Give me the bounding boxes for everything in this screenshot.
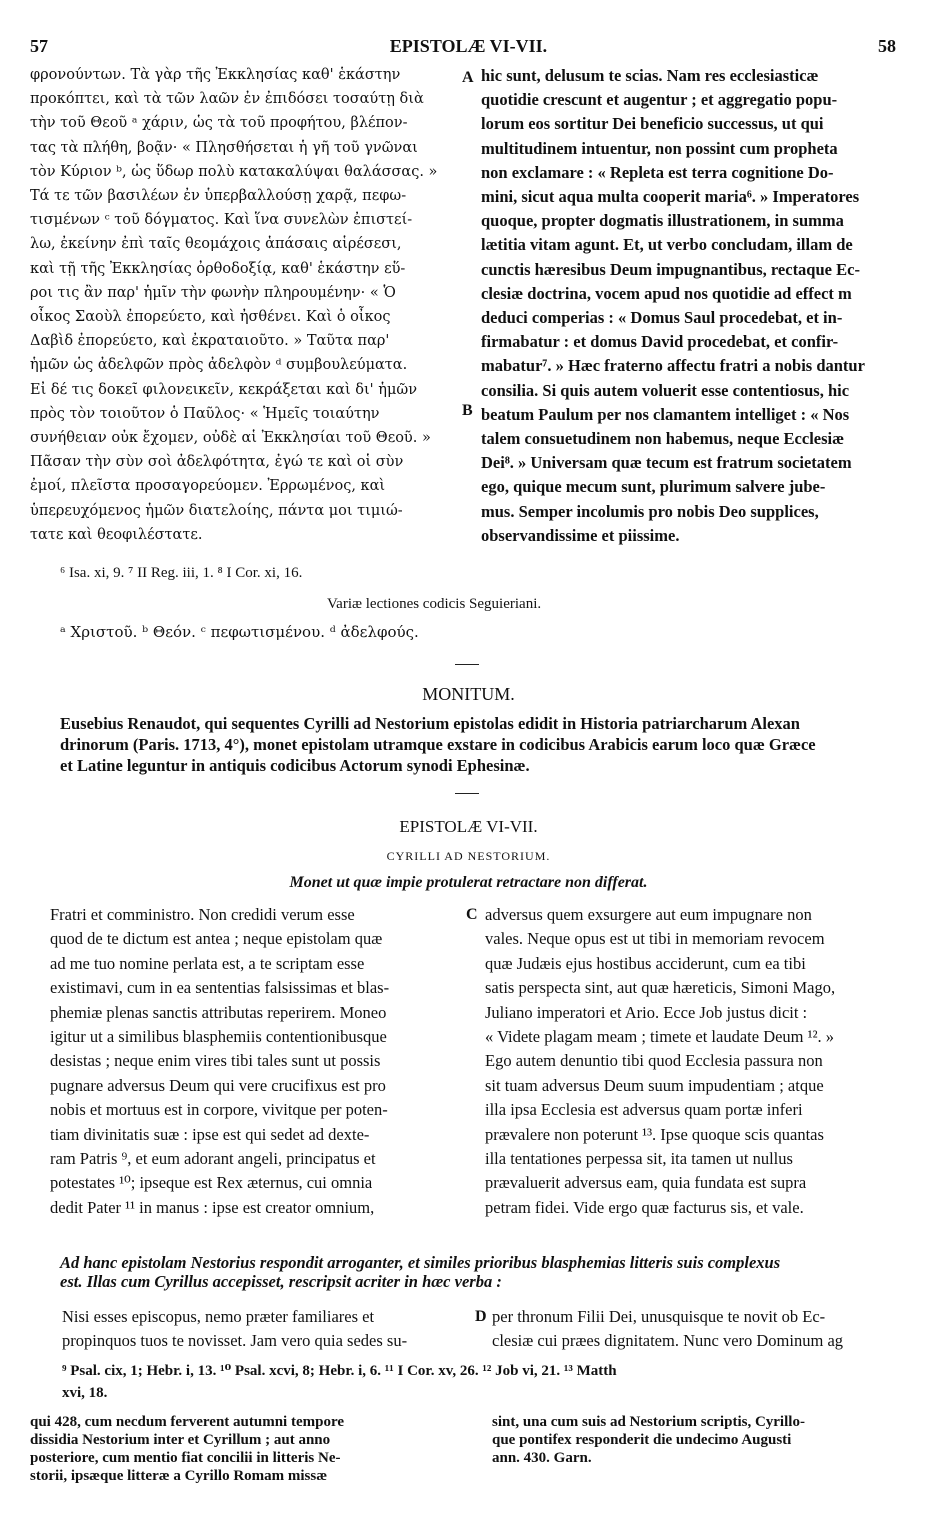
epistle-text-line: illa ipsa Ecclesia est adversus quam portæ inferi (485, 1100, 803, 1120)
intro-text-line: Ad hanc epistolam Nestorius respondit arroganter, et similes prioribus blasphemias litteris suis complexus (60, 1253, 781, 1272)
epistle-text-line: quæ Judæis ejus hostibus acciderunt, cum ea tibi (485, 953, 806, 973)
greek-text-line: τατε καὶ θεοφιλέστατε. (30, 526, 203, 543)
greek-text-line: τισμένων ᶜ τοῦ δόγματος. Καὶ ἵνα συνελὼν ἐπιστεί- (30, 212, 413, 229)
epistle-text-line: adversus quem exsurgere aut eum impugnare non (485, 905, 812, 924)
epistle-text-line: existimavi, cum in ea sententias falsissimas et blas- (50, 978, 390, 998)
latin-text-line: talem consuetudinem non habemus, neque Ecclesiæ (481, 429, 845, 448)
monitum-text-line: et Latine leguntur in antiquis codicibus Actorum synodi Ephesinæ. (60, 756, 530, 775)
margin-marker-b: B (462, 402, 473, 419)
epistle-text-line: nobis et mortuus est in corpore, vivitque per poten- (50, 1100, 388, 1120)
epistle-text-line: prævalere non poterunt ¹³. Ipse quoque scis quantas (485, 1124, 824, 1144)
latin-text-line: lorum eos sortitur Dei beneficio successus, ut qui (481, 114, 824, 134)
variants-line: ᵃ Χριστοῦ. ᵇ Θεόν. ᶜ πεφωτισμένου. ᵈ ἀδελφούς. (60, 623, 419, 641)
page-number-left: 57 (30, 36, 48, 56)
section-subtitle: CYRILLI AD NESTORIUM. (386, 849, 551, 863)
latin-text-line: observandissime et piissime. (481, 525, 680, 545)
note-text-line: sint, una cum suis ad Nestorium scriptis, Cyrillo- (492, 1414, 805, 1430)
epistle-text-line: Juliano imperatori et Ario. Ecce Job justus dicit : (485, 1002, 808, 1022)
latin-text-line: firmabatur : et domus David procedebat, et confir- (481, 332, 839, 352)
epistle-text-line: illa tentationes perpessa sit, ita tamen ut nullus (485, 1149, 793, 1168)
epistle-text-line: vales. Neque opus est ut tibi in memoriam revocem (485, 929, 825, 949)
latin-text-line: mabatur⁷. » Hæc fraterno affectu fratri a nobis dantur (481, 356, 865, 376)
greek-text-line: καὶ τῇ τῆς Ἐκκλησίας ὀρθοδοξίᾳ, καθ' ἑκάστην εὕ- (30, 260, 406, 277)
letter-text-line: per thronum Filii Dei, unusquisque te novit ob Ec- (492, 1307, 826, 1326)
epistle-text-line: prævaluerit adversus eam, quia fundata est supra (485, 1173, 807, 1193)
greek-text-line: ροι τις ἂν παρ' ἡμῖν τὴν φωνὴν πληρουμένην· « Ὁ (30, 284, 396, 301)
letter-text-line: Nisi esses episcopus, nemo præter familiares et (62, 1307, 375, 1326)
section-title: EPISTOLÆ VI-VII. (399, 817, 538, 836)
letter-text-line: clesiæ cui præes dignitatem. Nunc vero Dominum ag (492, 1331, 844, 1350)
note-text-line: qui 428, cum necdum ferverent autumni tempore (30, 1414, 345, 1430)
epistle-text-line: potestates ¹⁰; ipseque est Rex æternus, cui omnia (50, 1173, 373, 1193)
running-title: EPISTOLÆ VI-VII. (389, 36, 548, 56)
greek-text-line: ὑπερευχόμενος ἡμῶν διατελοίης, πάντα μοι τιμιώ- (30, 502, 403, 519)
monitum-text-line: Eusebius Renaudot, qui sequentes Cyrilli ad Nestorium epistolas edidit in Historia patriarcharum Alexan (60, 714, 800, 733)
latin-text-line: mini, sicut aqua multa cooperit maria⁶. » Imperatores (481, 187, 860, 206)
epistle-text-line: ad me tuo nomine perlata est, a te scriptam esse (50, 953, 365, 973)
greek-text-line: πρὸς τὸν τοιοῦτον ὁ Παῦλος· « Ἡμεῖς τοιαύτην (30, 405, 380, 422)
greek-text-line: ἡμῶν ὡς ἀδελφῶν πρὸς ἀδελφὸν ᵈ συμβουλεύματα. (30, 357, 408, 374)
greek-text-line: λω, ἐκείνην ἐπὶ ταῖς θεομάχοις ἁπάσαις αἱρέσεσι, (30, 236, 402, 253)
latin-text-line: quoque, propter dogmatis illustrationem, in summa (481, 211, 844, 231)
margin-marker-d: D (475, 1308, 487, 1325)
latin-text-line: lætitia vitam agunt. Et, ut verbo concludam, illam de (481, 235, 853, 255)
greek-text-line: οἶκος Σαοὺλ ἐπορεύετο, καὶ ἠσθένει. Καὶ ὁ οἶκος (30, 309, 391, 325)
latin-text-line: beatum Paulum per nos clamantem intelliget : « Nos (481, 404, 850, 424)
greek-text-line: Δαβὶδ ἐπορεύετο, καὶ ἐκραταιοῦτο. » Ταῦτα παρ' (30, 333, 390, 350)
footnotes-top: ⁶ Isa. xi, 9. ⁷ II Reg. iii, 1. ⁸ I Cor. xi, 16. (60, 565, 303, 581)
note-text-line: ann. 430. Garn. (492, 1450, 592, 1466)
latin-text-line: consilia. Si quis autem voluerit esse contentiosus, hic (481, 380, 850, 400)
separator-rule-2 (455, 793, 479, 794)
note-text-line: que pontifex responderit die undecimo Augusti (492, 1432, 792, 1448)
variants-title: Variæ lectiones codicis Seguieriani. (327, 596, 542, 612)
greek-text-line: Τά τε τῶν βασιλέων ἐν ὑπερβαλλούσῃ χαρᾷ, πεφω- (30, 188, 407, 204)
latin-text-line: quotidie crescunt et augentur ; et aggregatio popu- (481, 90, 838, 110)
greek-text-line: προκόπτει, καὶ τὰ τῶν λαῶν ἐν ἐπιδόσει τοσαύτῃ διὰ (30, 91, 424, 108)
greek-text-line: συνήθειαν οὐκ ἔχομεν, οὐδὲ αἱ Ἐκκλησίαι τοῦ Θεοῦ. » (30, 430, 431, 446)
epistle-text-line: quod de te dictum est antea ; neque epistolam quæ (50, 929, 383, 949)
epistle-text-line: « Videte plagam meam ; timete et laudate Deum ¹². » (485, 1027, 835, 1046)
margin-marker-a: A (462, 69, 474, 86)
epistle-text-line: phemiæ plenas sanctis attributas reperirem. Moneo (50, 1002, 387, 1022)
latin-text-line: cunctis hæresibus Deum impugnantibus, rectaque Ec- (481, 259, 860, 279)
epistle-text-line: ram Patris ⁹, et eum adorant angeli, principatus et (50, 1149, 376, 1168)
section-summary: Monet ut quæ impie protulerat retractare non differat. (289, 874, 648, 891)
latin-text-line: mus. Semper incolumis pro nobis Deo supplices, (481, 501, 819, 521)
margin-marker-c: C (466, 906, 478, 923)
note-text-line: dissidia Nestorium inter et Cyrillum ; aut anno (30, 1432, 331, 1448)
greek-text-line: τὸν Κύριον ᵇ, ὡς ὕδωρ πολὺ κατακαλύψαι θαλάσσας. » (30, 163, 438, 180)
epistle-text-line: Ego autem denuntio tibi quod Ecclesia passura non (485, 1051, 823, 1071)
monitum-text-line: drinorum (Paris. 1713, 4°), monet epistolam utramque exstare in codicibus Arabicis earum loco quæ Græce (60, 735, 816, 754)
footnote-line: ⁹ Psal. cix, 1; Hebr. i, 13. ¹⁰ Psal. xcvi, 8; Hebr. i, 6. ¹¹ I Cor. xv, 26. ¹² Job vi, 21. ¹³ Matth (62, 1363, 617, 1379)
letter-text-line: propinquos tuos te novisset. Jam vero quia sedes su- (62, 1331, 408, 1350)
epistle-text-line: desistas ; neque enim vires tibi tales sunt ut possis (50, 1051, 381, 1071)
epistle-text-line: satis perspecta sint, aut quæ hæreticis, Simoni Mago, (485, 978, 836, 998)
epistle-text-line: igitur ut a similibus blasphemiis contentionibusque (50, 1027, 387, 1046)
greek-text-line: τας τὰ πλήθη, βοᾷν· « Πλησθήσεται ἡ γῆ τοῦ γνῶναι (30, 139, 418, 156)
greek-text-line: ἐμοί, πλεῖστα προσαγορεύομεν. Ἐρρωμένος, καὶ (30, 478, 386, 495)
epistle-text-line: petram fidei. Vide ergo quæ facturus sis, et vale. (485, 1197, 804, 1217)
note-text-line: posteriore, cum mentio fiat concilii in litteris Ne- (30, 1450, 341, 1466)
latin-text-line: multitudinem intuentur, non possint cum propheta (481, 138, 838, 158)
intro-text-line: est. Illas cum Cyrillus accepisset, rescripsit acriter in hæc verba : (60, 1272, 502, 1291)
page-number-right: 58 (878, 36, 896, 56)
greek-text-line: φρονούντων. Τὰ γὰρ τῆς Ἐκκλησίας καθ' ἑκάστην (30, 67, 401, 83)
footnote-line: xvi, 18. (62, 1385, 108, 1401)
greek-text-line: τὴν τοῦ Θεοῦ ᵃ χάριν, ὡς τὰ τοῦ προφήτου, βλέπον- (30, 115, 408, 132)
epistle-text-line: sit tuam adversus Deum suum impudentiam ; atque (485, 1075, 824, 1095)
separator-rule (455, 664, 479, 665)
epistle-text-line: pugnare adversus Deum qui vere crucifixus est pro (50, 1075, 386, 1095)
greek-text-line: Πᾶσαν τὴν σὺν σοὶ ἀδελφότητα, ἐγώ τε καὶ οἱ σὺν (30, 454, 404, 471)
latin-text-line: Dei⁸. » Universam quæ tecum est fratrum societatem (481, 453, 852, 473)
latin-text-line: clesiæ doctrina, vocem apud nos quotidie ad effect m (481, 283, 852, 303)
latin-text-line: deduci comperias : « Domus Saul procedebat, et in- (481, 308, 843, 327)
latin-text-line: hic sunt, delusum te scias. Nam res ecclesiasticæ (481, 66, 819, 85)
epistle-text-line: dedit Pater ¹¹ in manus : ipse est creator omnium, (50, 1197, 375, 1217)
monitum-title: MONITUM. (422, 684, 515, 704)
epistle-text-line: Fratri et comministro. Non credidi verum esse (50, 905, 355, 924)
latin-text-line: ego, quique mecum sunt, plurimum salvere jube- (481, 477, 826, 497)
latin-text-line: non exclamare : « Repleta est terra cognitione Do- (481, 162, 834, 182)
note-text-line: storii, ipsæque litteræ a Cyrillo Romam missæ (30, 1468, 328, 1484)
epistle-text-line: tiam divinitatis suæ : ipse est qui sedet ad dexte- (50, 1124, 370, 1144)
greek-text-line: Εἰ δέ τις δοκεῖ φιλονεικεῖν, κεκράξεται καὶ δι' ἡμῶν (30, 381, 418, 398)
